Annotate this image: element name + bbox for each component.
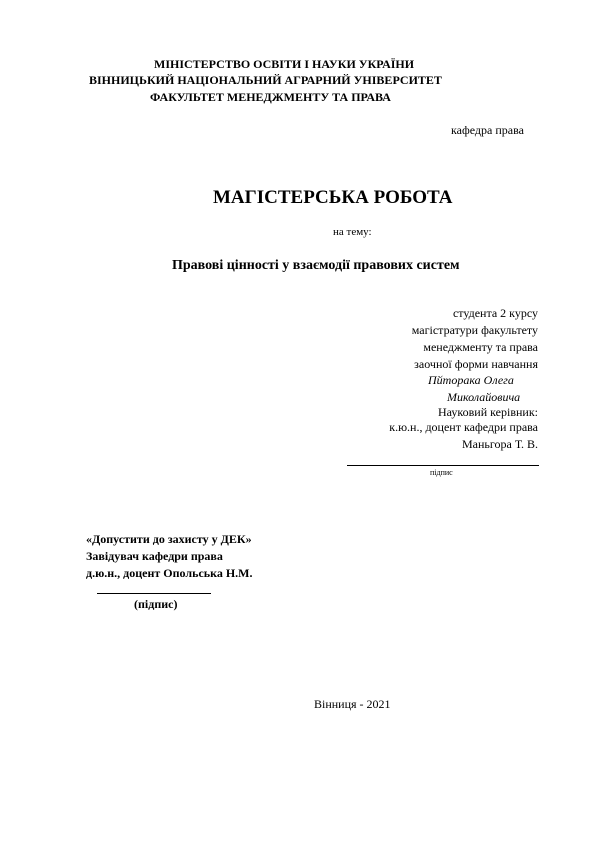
signature-label-right: підпис	[430, 468, 453, 477]
supervisor-label: Науковий керівник:	[438, 405, 538, 419]
supervisor-name: Маньгора Т. В.	[462, 437, 538, 451]
document-title: МАГІСТЕРСЬКА РОБОТА	[213, 187, 453, 208]
university-heading: ВІННИЦЬКИЙ НАЦІОНАЛЬНИЙ АГРАРНИЙ УНІВЕРСИТЕТ	[89, 73, 442, 87]
signature-line-right	[347, 465, 539, 466]
signature-label-left: (підпис)	[134, 597, 178, 611]
topic-label: на тему:	[333, 226, 372, 238]
student-study-form: заочної форми навчання	[414, 357, 538, 371]
student-course: студента 2 курсу	[452, 306, 538, 320]
faculty-heading: ФАКУЛЬТЕТ МЕНЕДЖМЕНТУ ТА ПРАВА	[150, 90, 391, 104]
student-name-line1: Пйторака Олега	[428, 373, 514, 387]
admission-line1: «Допустити до захисту у ДЕК»	[86, 532, 252, 546]
student-program: магістратури факультету	[411, 323, 538, 337]
supervisor-position: к.ю.н., доцент кафедри права	[389, 420, 538, 434]
ministry-heading: МІНІСТЕРСТВО ОСВІТИ І НАУКИ УКРАЇНИ	[154, 57, 415, 71]
student-name-line2: Миколайовича	[447, 390, 521, 404]
student-faculty: менеджменту та права	[423, 340, 538, 354]
department-label: кафедра права	[451, 123, 524, 137]
admission-line3: д.ю.н., доцент Опольська Н.М.	[86, 566, 253, 580]
topic-text: Правові цінності у взаємодії правових систем	[172, 258, 460, 273]
signature-line-left	[97, 593, 211, 594]
admission-line2: Завідувач кафедри права	[86, 549, 223, 563]
footer-city-year: Вінниця - 2021	[314, 697, 391, 711]
